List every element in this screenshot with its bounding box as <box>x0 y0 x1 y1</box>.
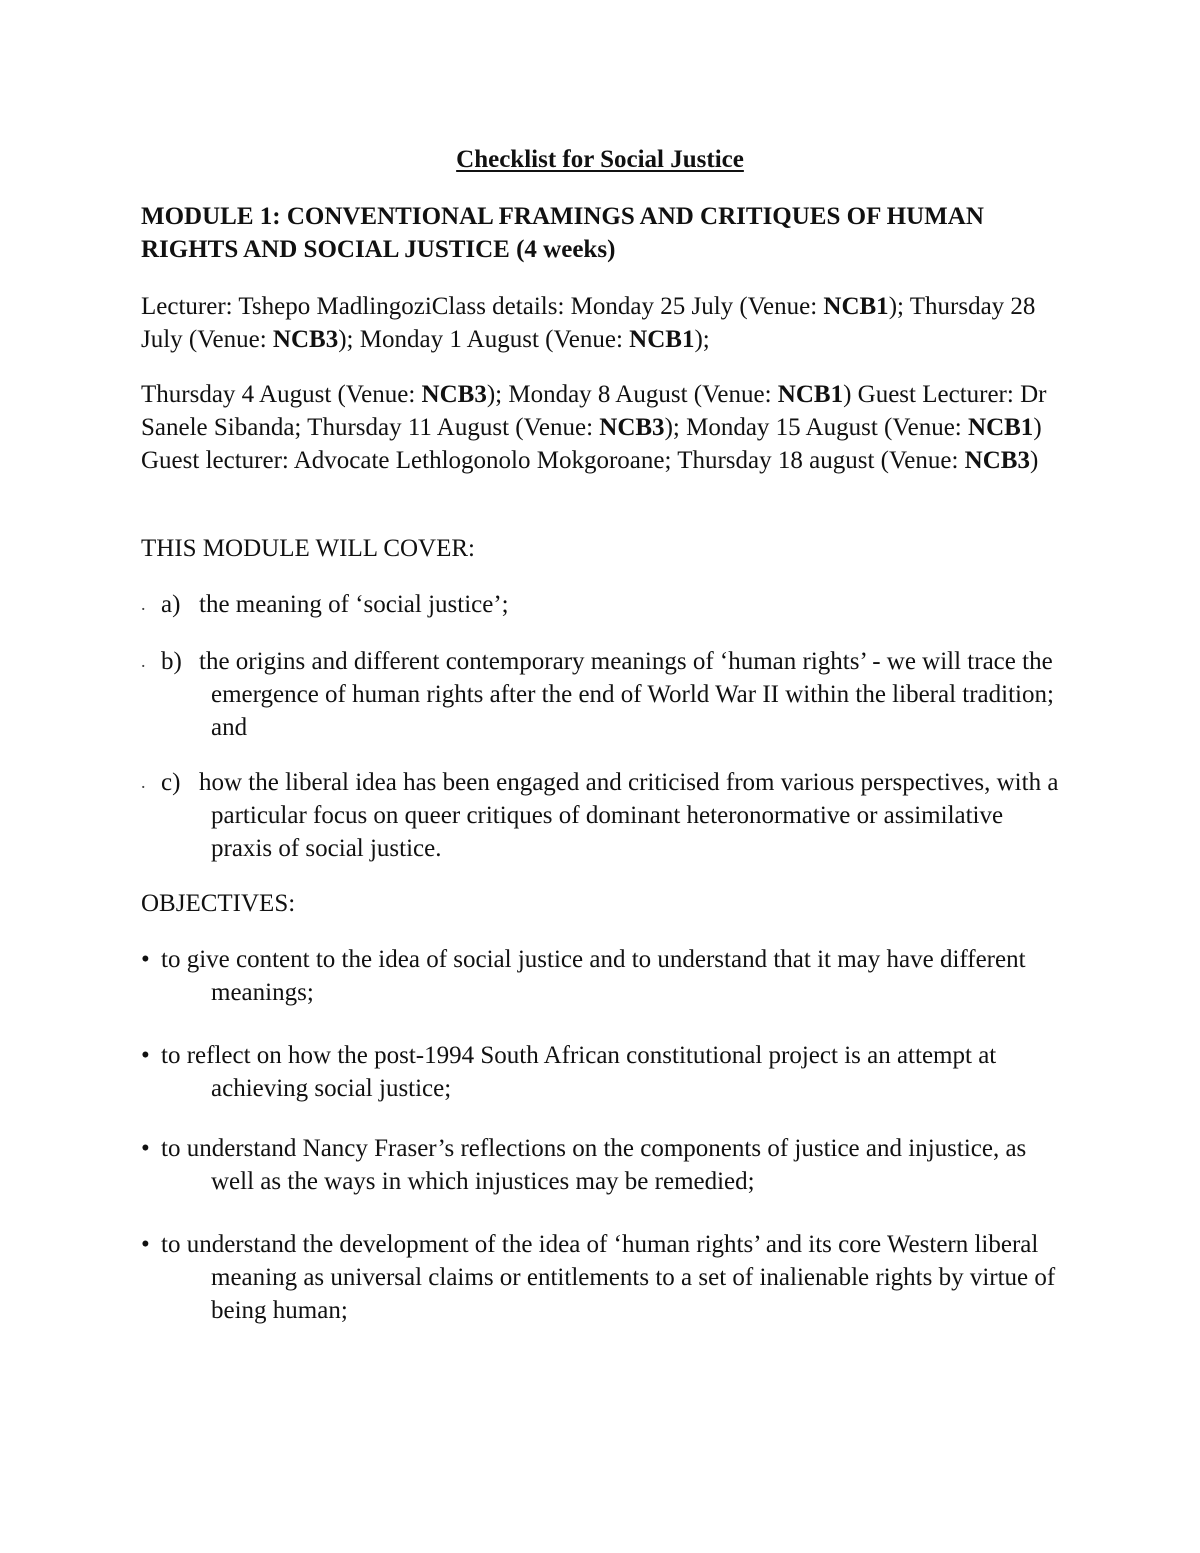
module-heading: MODULE 1: CONVENTIONAL FRAMINGS AND CRITIQUES OF HUMAN RIGHTS AND SOCIAL JUSTICE (4 weeks) <box>141 203 984 263</box>
objective-text: to understand the development of the idea of ‘human rights’ and its core Western liberal meaning as universal claims or entitlements to a set of inalienable rights by virtue of being human; <box>161 1231 1056 1324</box>
objective-item <box>141 1228 1061 1327</box>
objective-text: to reflect on how the post-1994 South African constitutional project is an attempt at achieving social justice; <box>161 1042 997 1102</box>
bullet-icon: • <box>141 1231 150 1258</box>
venue-label: NCB1 <box>629 326 695 353</box>
schedule-paragraph <box>141 378 1061 477</box>
list-dot: . <box>141 772 146 792</box>
lecturer-paragraph <box>141 290 1061 356</box>
schedule-text-4: ); Monday 15 August (Venue: <box>664 414 969 441</box>
list-marker: a) <box>161 591 181 618</box>
bullet-icon: • <box>141 1135 150 1162</box>
schedule-text-6: ) <box>1029 447 1039 474</box>
venue-label: NCB3 <box>964 447 1030 474</box>
venue-label: NCB3 <box>599 414 665 441</box>
bullet-icon: • <box>141 946 150 973</box>
objective-text: to give content to the idea of social justice and to understand that it may have different meanings; <box>161 946 1026 1006</box>
objective-item <box>141 943 1061 1009</box>
list-item-text: the meaning of ‘social justice’; <box>199 591 509 618</box>
venue-label: NCB1 <box>968 414 1034 441</box>
list-dot: . <box>141 594 146 614</box>
list-marker: c) <box>161 769 181 796</box>
lecturer-text-2: ); Thursday 28 July (Venue: <box>141 293 1036 353</box>
list-marker: b) <box>161 648 182 675</box>
list-item-text: how the liberal idea has been engaged and criticised from various perspectives, with a particular focus on queer critiques of dominant heteronormative or assimilative praxis of social justice. <box>199 769 1059 862</box>
list-item-text: the origins and different contemporary meanings of ‘human rights’ - we will trace the emergence of human rights after the end of World War II within the liberal tradition; and <box>199 648 1054 741</box>
bullet-icon: • <box>141 1042 150 1069</box>
lecturer-text-3: ); Monday 1 August (Venue: <box>338 326 630 353</box>
objectives-heading: OBJECTIVES: <box>141 890 296 917</box>
lecturer-text-1: Lecturer: Tshepo MadlingoziClass details: Monday 25 July (Venue: <box>141 293 824 320</box>
cover-heading: THIS MODULE WILL COVER: <box>141 535 475 562</box>
list-dot: . <box>141 651 146 671</box>
schedule-text-5: ) Guest lecturer: Advocate Lethlogonolo Mokgoroane; Thursday 18 august (Venue: <box>141 414 1042 474</box>
venue-label: NCB3 <box>272 326 339 353</box>
cover-list-item <box>141 588 1061 621</box>
schedule-text-3: ) Guest Lecturer: Dr Sanele Sibanda; Thursday 11 August (Venue: <box>141 381 1047 441</box>
venue-label: NCB3 <box>421 381 487 408</box>
objective-text: to understand Nancy Fraser’s reflections on the components of justice and injustice, as well as the ways in which injustices may be remedied; <box>161 1135 1027 1195</box>
venue-label: NCB1 <box>823 293 889 320</box>
schedule-text-2: ); Monday 8 August (Venue: <box>486 381 778 408</box>
objective-item <box>141 1039 1061 1105</box>
cover-list-item <box>141 645 1061 744</box>
lecturer-text-4: ); <box>694 326 710 353</box>
venue-label: NCB1 <box>777 381 844 408</box>
objective-item <box>141 1132 1061 1198</box>
schedule-text-1: Thursday 4 August (Venue: <box>141 381 422 408</box>
cover-list-item <box>141 766 1061 865</box>
document-title: Checklist for Social Justice <box>456 146 744 173</box>
